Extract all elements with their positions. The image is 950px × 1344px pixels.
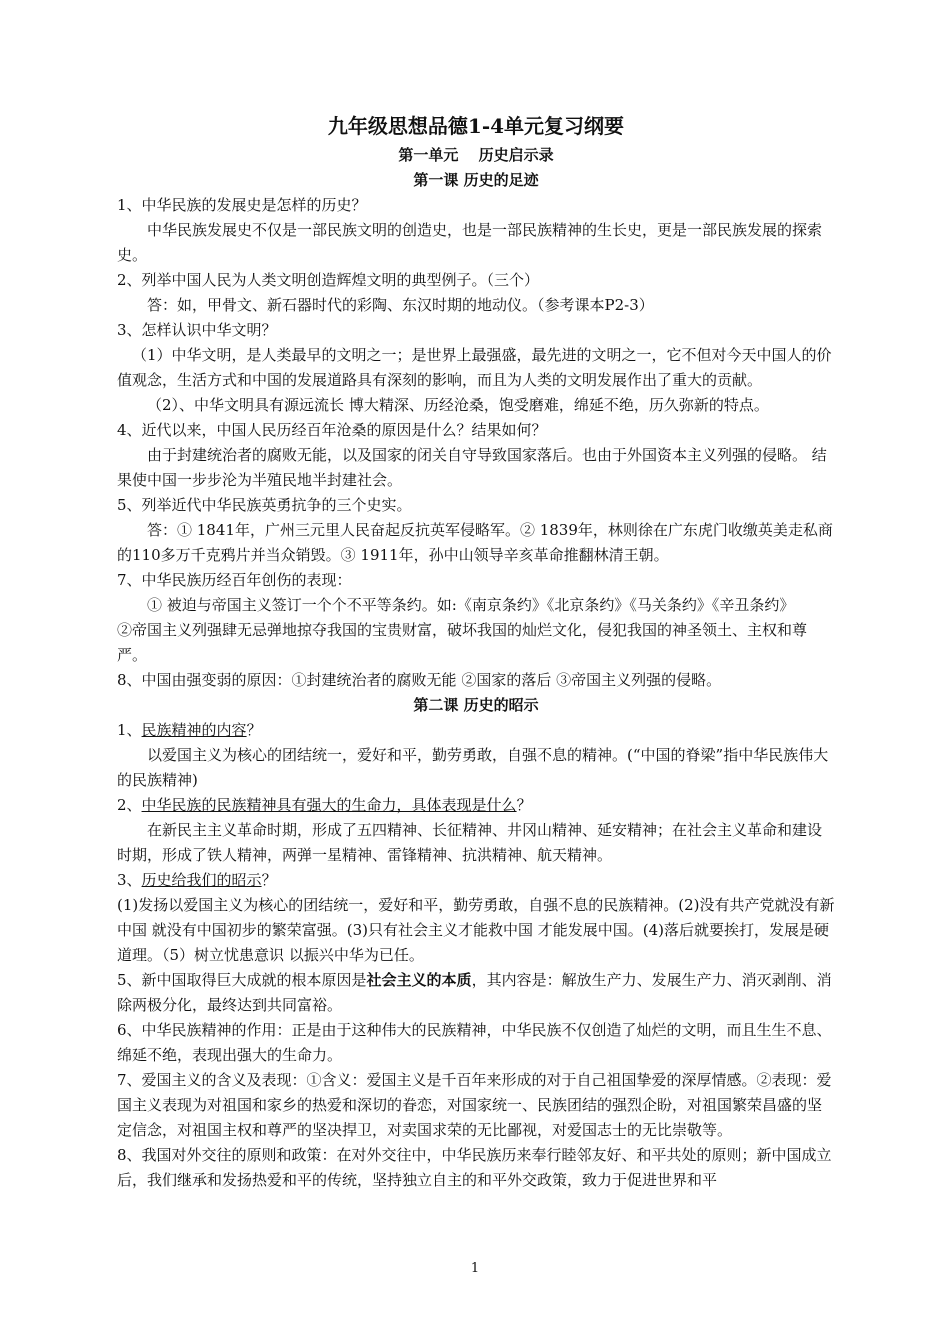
question: 2、列举中国人民为人类文明创造辉煌文明的典型例子。（三个）	[117, 271, 540, 289]
unit-heading: 第一单元 历史启示录	[398, 146, 554, 164]
answer: （1）中华文明，是人类最早的文明之一；是世界上最强盛，最先进的文明之一，它不但对今天中国人的价值观念，生活方式和中国的发展道路具有深刻的影响，而且为人类的文明发展作出了重大的贡献。	[117, 346, 832, 389]
paragraph: 6、中华民族精神的作用：正是由于这种伟大的民族精神，中华民族不仅创造了灿烂的文明，而且生生不息、绵延不绝，表现出强大的生命力。	[117, 1021, 832, 1064]
lesson-2-heading: 第二课 历史的昭示	[413, 696, 539, 714]
document-title: 九年级思想品德1-4单元复习纲要	[327, 114, 625, 138]
question: 2、中华民族的民族精神具有强大的生命力，具体表现是什么？	[117, 796, 532, 814]
paragraph: 7、爱国主义的含义及表现：①含义：爱国主义是千百年来形成的对于自己祖国挚爱的深厚情感。②表现：爱国主义表现为对祖国和家乡的热爱和深切的眷恋，对国家统一、民族团结的强烈企盼，对祖国繁荣昌盛的坚定信念，对祖国主权和尊严的坚决捍卫，对卖国求荣的无比鄙视，对爱国志士的无比崇敬等。	[117, 1071, 832, 1139]
answer: 答：① 1841年，广州三元里人民奋起反抗英军侵略军。② 1839年，林则徐在广东虎门收缴英美走私商的110多万千克鸦片并当众销毁。③ 1911年，孙中山领导辛亥革命推翻林清王朝。	[117, 521, 833, 564]
document-body	[117, 111, 835, 1193]
answer: 在新民主主义革命时期，形成了五四精神、长征精神、井冈山精神、延安精神；在社会主义革命和建设时期，形成了铁人精神，两弹一星精神、雷锋精神、抗洪精神、航天精神。	[117, 821, 823, 864]
answer: ① 被迫与帝国主义签订一个个不平等条约。如:《南京条约》《北京条约》《马关条约》《辛丑条约》	[147, 596, 795, 614]
lesson-1-section	[117, 193, 835, 693]
answer: （2）、中华文明具有源远流长 博大精深、历经沧桑，饱受磨难，绵延不绝，历久弥新的特点。	[147, 396, 769, 414]
lesson-2-section	[117, 718, 835, 1193]
answer: 中华民族发展史不仅是一部民族文明的创造史，也是一部民族精神的生长史，更是一部民族发展的探索史。	[117, 221, 823, 264]
paragraph: 8、我国对外交往的原则和政策：在对外交往中，中华民族历来奉行睦邻友好、和平共处的原则；新中国成立后，我们继承和发扬热爱和平的传统，坚持独立自主的和平外交政策，致力于促进世界和平	[117, 1146, 832, 1189]
answer: 答：如，甲骨文、新石器时代的彩陶、东汉时期的地动仪。（参考课本P2-3）	[147, 296, 654, 314]
paragraph: 5、新中国取得巨大成就的根本原因是社会主义的本质，其内容是：解放生产力、发展生产力、消灭剥削、消除两极分化，最终达到共同富裕。	[117, 971, 832, 1014]
question: 3、怎样认识中华文明？	[117, 321, 277, 339]
question: 1、中华民族的发展史是怎样的历史？	[117, 196, 367, 214]
answer: ②帝国主义列强肆无忌弹地掠夺我国的宝贵财富，破坏我国的灿烂文化，侵犯我国的神圣领土、主权和尊严。	[117, 621, 808, 664]
answer: (1)发扬以爱国主义为核心的团结统一，爱好和平，勤劳勇敢，自强不息的民族精神。(2)没有共产党就没有新中国 就没有中国初步的繁荣富强。(3)只有社会主义才能救中国 才能发展中国。(4)落后就要挨打，发展是硬道理。（5）树立忧患意识 以振兴中华为已任。	[117, 896, 835, 964]
lesson-1-heading: 第一课 历史的足迹	[413, 171, 539, 189]
question: 5、列举近代中华民族英勇抗争的三个史实。	[117, 496, 412, 514]
answer: 由于封建统治者的腐败无能，以及国家的闭关自守导致国家落后。也由于外国资本主义列强的侵略。 结果使中国一步步沦为半殖民地半封建社会。	[117, 446, 827, 489]
question: 3、历史给我们的昭示？	[117, 871, 277, 889]
question: 4、近代以来，中国人民历经百年沧桑的原因是什么？结果如何？	[117, 421, 547, 439]
question: 1、民族精神的内容？	[117, 721, 262, 739]
page-number: 1	[470, 1261, 480, 1276]
question: 8、中国由强变弱的原因：①封建统治者的腐败无能 ②国家的落后 ③帝国主义列强的侵略。	[117, 671, 722, 689]
answer: 以爱国主义为核心的团结统一，爱好和平，勤劳勇敢，自强不息的精神。(“中国的脊梁”指中华民族伟大的民族精神)	[117, 746, 829, 789]
question: 7、中华民族历经百年创伤的表现：	[117, 571, 352, 589]
